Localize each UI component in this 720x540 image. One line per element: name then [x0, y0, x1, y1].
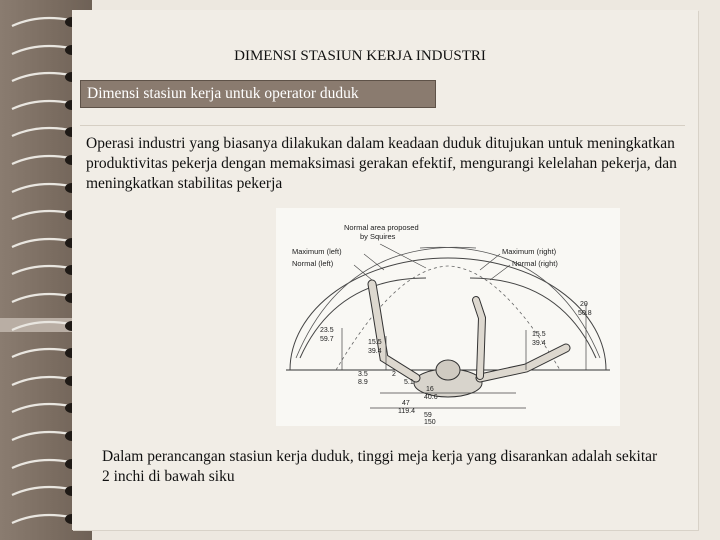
label-normal-squires: Normal area proposed	[344, 223, 419, 232]
binding-ring	[8, 40, 82, 58]
leader-line-normright	[490, 265, 510, 280]
leader-line-maxright	[480, 254, 500, 270]
intro-paragraph: Operasi industri yang biasanya dilakukan dalam keadaan duduk ditujukan untuk meningkatkan produktivitas pekerja dengan memaksimasi gerakan efektif, mengurangi kelelahan pekerja, dan meningkatkan stabilitas pekerja	[86, 135, 677, 192]
right-arm-fill	[480, 348, 566, 378]
dim-20: 20	[580, 301, 588, 308]
binding-ring	[8, 371, 82, 389]
binding-ring	[8, 178, 82, 196]
binding-ring-wire	[12, 404, 70, 412]
binding-ring-wire	[12, 184, 70, 192]
binding-ring	[8, 343, 82, 361]
binding-ring-wire	[12, 156, 70, 164]
seated-reach-diagram	[276, 208, 620, 426]
binding-ring	[8, 288, 82, 306]
binding-ring-wire	[12, 239, 70, 247]
binding-ring	[8, 454, 82, 472]
label-normal-squires-2: by Squires	[360, 232, 396, 241]
dim-155-left: 15.5	[368, 339, 382, 346]
binding-ring-wire	[12, 460, 70, 468]
divider-line	[80, 125, 685, 126]
dim-16: 16	[426, 386, 434, 393]
dim-597: 59.7	[320, 336, 334, 343]
binding-ring-wire	[12, 101, 70, 109]
binding-ring	[8, 95, 82, 113]
dim-89: 8.9	[358, 379, 368, 386]
head-shape	[436, 360, 460, 380]
binding-ring	[8, 122, 82, 140]
normal-left-arc	[300, 278, 426, 358]
leader-line-maxleft	[364, 254, 384, 270]
binding-ring-wire	[12, 432, 70, 440]
dim-59: 59	[424, 412, 432, 419]
dim-47: 47	[402, 400, 410, 407]
dim-155-right: 15.5	[532, 331, 546, 338]
binding-ring	[8, 205, 82, 223]
binding-ring	[8, 12, 82, 30]
dim-1194: 119.4	[398, 408, 415, 415]
dim-406: 40.6	[424, 394, 438, 401]
binding-ring-wire	[12, 46, 70, 54]
leader-line-squires	[380, 244, 426, 268]
dim-235: 23.5	[320, 327, 334, 334]
binding-ring	[8, 150, 82, 168]
binding-ring-wire	[12, 322, 70, 330]
dim-394-left: 39.4	[368, 348, 382, 355]
binding-ring-wire	[12, 211, 70, 219]
binding-ring-wire	[12, 266, 70, 274]
subtitle-box	[80, 80, 436, 108]
binding-ring	[8, 509, 82, 527]
binding-ring	[8, 481, 82, 499]
dim-2: 2	[392, 371, 396, 378]
binding-ring-wire	[12, 73, 70, 81]
binding-ring-wire	[12, 377, 70, 385]
label-normal-left: Normal (left)	[292, 259, 334, 268]
binding-ring-wire	[12, 515, 70, 523]
dim-394-right: 39.4	[532, 340, 546, 347]
slide-title: DIMENSI STASIUN KERJA INDUSTRI	[234, 48, 486, 64]
label-normal-right: Normal (right)	[512, 259, 558, 268]
dim-35: 3.5	[358, 371, 368, 378]
dim-508: 50.8	[578, 310, 592, 317]
dim-150: 150	[424, 419, 436, 426]
subtitle-text: Dimensi stasiun kerja untuk operator duduk	[87, 85, 359, 102]
reach-diagram-svg	[276, 208, 620, 426]
binding-ring	[8, 233, 82, 251]
label-maximum-right: Maximum (right)	[502, 247, 557, 256]
binding-ring	[8, 316, 82, 334]
maximum-right-arc	[420, 247, 600, 358]
binding-ring-wire	[12, 294, 70, 302]
binding-ring-wire	[12, 128, 70, 136]
binding-ring-wire	[12, 18, 70, 26]
recommendation-note: Dalam perancangan stasiun kerja duduk, tinggi meja kerja yang disarankan adalah sekitar 2 inchi di bawah siku	[102, 448, 658, 485]
binding-ring	[8, 67, 82, 85]
binding-ring	[8, 398, 82, 416]
binding-ring-wire	[12, 349, 70, 357]
label-maximum-left: Maximum (left)	[292, 247, 342, 256]
binding-ring	[8, 426, 82, 444]
dim-51: 5.1	[404, 379, 414, 386]
binding-ring-wire	[12, 487, 70, 495]
binding-ring	[8, 260, 82, 278]
